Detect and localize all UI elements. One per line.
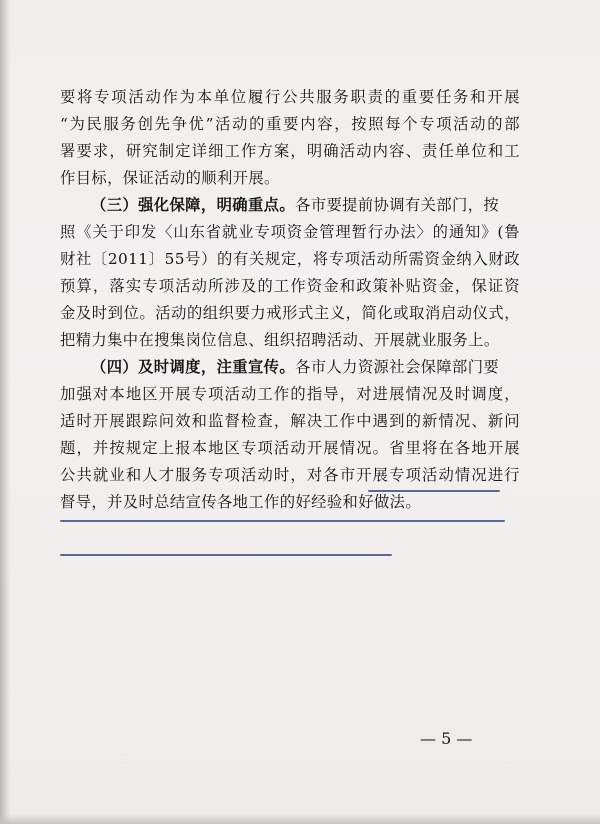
section-4-first-line-text: 各市人力资源社会保障部门要 <box>295 358 500 376</box>
page-number: — 5 — <box>420 729 473 748</box>
handwritten-underline <box>60 554 392 556</box>
text-line: 财社〔2011〕55号）的有关规定，将专项活动所需资金纳入财政 <box>60 250 520 268</box>
handwritten-underline <box>60 520 505 522</box>
text-line: 预算，落实专项活动所涉及的工作资金和政策补贴资金，保证资 <box>60 277 520 295</box>
document-body <box>60 84 520 516</box>
text-line: 公共就业和人才服务专项活动时，对各市开展专项活动情况进行 <box>60 466 520 484</box>
scan-bottom-shadow <box>0 814 600 824</box>
text-line: 照《关于印发〈山东省就业专项资金管理暂行办法〉的通知》(鲁 <box>60 223 520 241</box>
scan-edge-shadow <box>0 0 10 824</box>
text-line: 要将专项活动作为本单位履行公共服务职责的重要任务和开展 <box>60 88 520 106</box>
section-4-first-line <box>60 354 520 381</box>
text-line: 督导，并及时总结宣传各地工作的好经验和好做法。 <box>60 493 422 511</box>
handwritten-underline <box>368 490 500 492</box>
section-3-first-line-text: 各市要提前协调有关部门，按 <box>295 196 500 214</box>
section-3-first-line <box>60 192 520 219</box>
text-line: 把精力集中在搜集岗位信息、组织招聘活动、开展就业服务上。 <box>60 331 500 349</box>
text-line: 署要求，研究制定详细工作方案，明确活动内容、责任单位和工 <box>60 142 520 160</box>
text-line: 作目标，保证活动的顺利开展。 <box>60 169 280 187</box>
text-line: 题，并按规定上报本地区专项活动开展情况。省里将在各地开展 <box>60 439 520 457</box>
text-line: 加强对本地区开展专项活动工作的指导，对进展情况及时调度， <box>60 385 520 403</box>
text-line: “为民服务创先争优”活动的重要内容，按照每个专项活动的部 <box>60 115 520 133</box>
section-3-heading: （三）强化保障，明确重点。 <box>91 196 296 214</box>
text-line: 适时开展跟踪问效和监督检查，解决工作中遇到的新情况、新问 <box>60 412 520 430</box>
section-4-heading: （四）及时调度，注重宣传。 <box>91 358 296 376</box>
text-line: 金及时到位。活动的组织要力戒形式主义，简化或取消启动仪式， <box>60 304 520 322</box>
